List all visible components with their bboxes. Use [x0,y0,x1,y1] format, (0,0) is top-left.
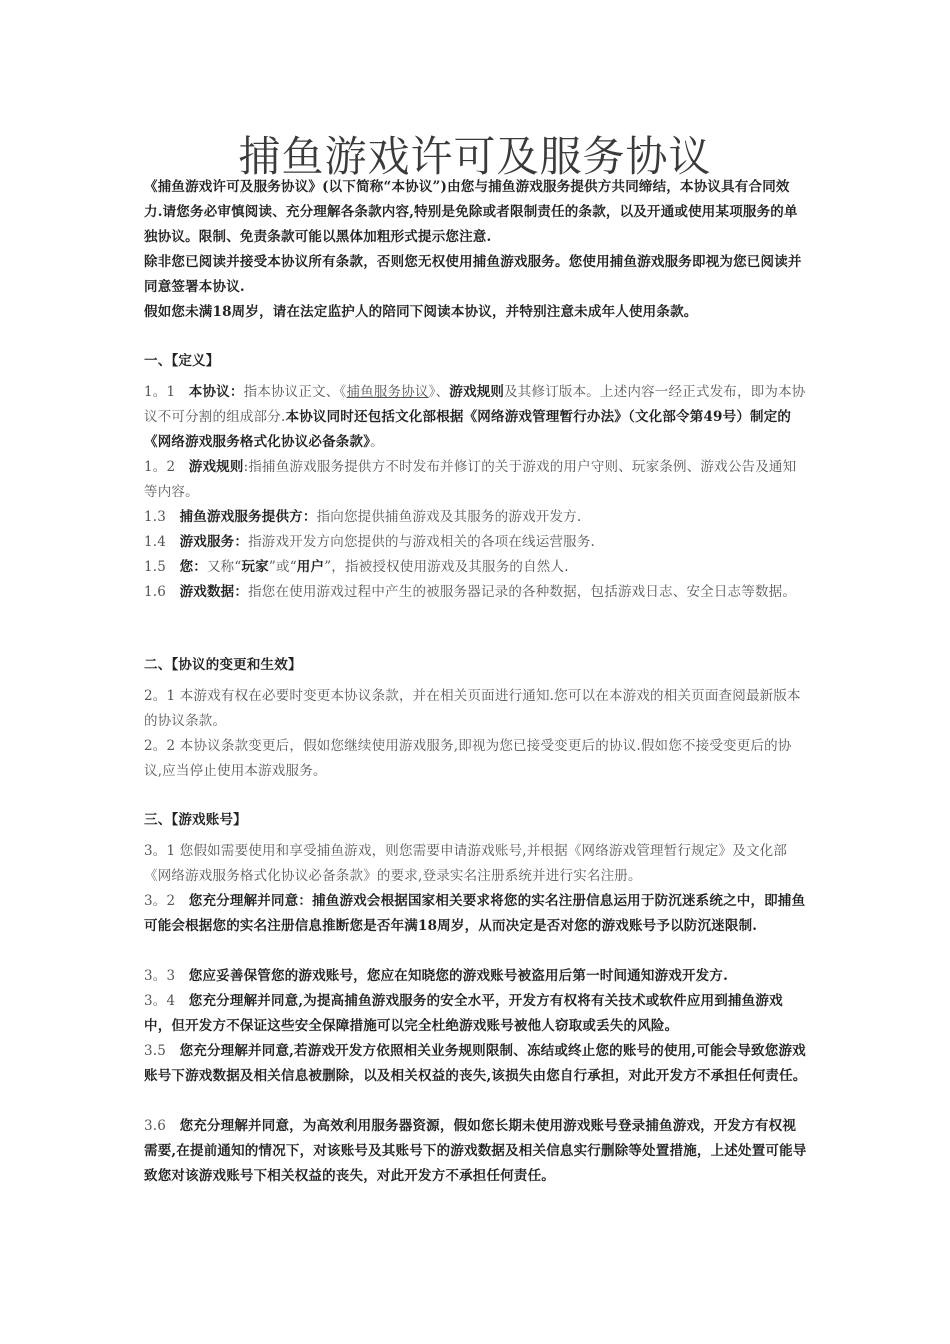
clause-bold-text: 您充分理解并同意，为高效利用服务器资源，假如您长期未使用游戏账号登录捕鱼游戏，开发方有权视需要,在提前通知的情况下，对该账号及其账号下的游戏数据及相关信息实行删除等处置措施，上述处置可能导致您对该游戏账号下相关权益的丧失，对此开发方不承担任何责任。 [144,1118,807,1184]
definition-1-1 [144,380,808,455]
clause-number: 1。1 [144,384,176,400]
section-2-heading: 二、【协议的变更和生效】 [144,657,302,673]
clause-text: :指捕鱼游戏服务提供方不时发布并修订的关于游戏的用户守则、玩家条例、游戏公告及通知等内容。 [144,459,797,500]
clause-bold-text: 您充分理解并同意,若游戏开发方依照相关业务规则限制、冻结或终止您的账号的使用,可能会导致您游戏账号下游戏数据及相关信息被删除，以及相关权益的丧失,该损失由您自行承担，对此开发方不承担任何责任。 [144,1043,807,1084]
clause-text: 又称“ [206,559,242,575]
clause-text: ”或“ [268,559,297,575]
clause-label: 游戏规则 [188,459,244,475]
clause-term: 游戏规则 [449,384,505,400]
clause-text: 指您在使用游戏过程中产生的被服务器记录的各种数据，包括游戏日志、安全日志等数据。 [248,584,797,600]
clause-bold-text: 您充分理解并同意,为提高捕鱼游戏服务的安全水平，开发方有权将有关技术或软件应用到捕鱼游戏中，但开发方不保证这些安全保障措施可以完全杜绝游戏账号被他人窃取或丢失的风险。 [144,993,783,1034]
clause-2-2: 2。2 本协议条款变更后，假如您继续使用游戏服务,即视为您已接受变更后的协议.假如您不接受变更后的协议,应当停止使用本游戏服务。 [144,738,792,779]
clause-text: 》、 [428,384,450,400]
clause-number: 1。2 [144,459,176,475]
section-1-heading: 一、【定义】 [144,353,220,369]
clause-label: 捕鱼游戏服务提供方： [179,509,317,525]
clause-3-1: 3。1 您假如需要使用和享受捕鱼游戏，则您需要申请游戏账号,并根据《网络游戏管理暂行规定》及文化部《网络游戏服务格式化协议必备条款》的要求,登录实名注册系统并进行实名注册。 [144,843,788,884]
intro-paragraph-2: 除非您已阅读并接受本协议所有条款，否则您无权使用捕鱼游戏服务。您使用捕鱼游戏服务即视为您已阅读并同意签署本协议. [144,254,802,295]
clause-3-2 [144,889,808,939]
document-title: 捕鱼游戏许可及服务协议 [238,132,712,181]
service-agreement-link[interactable]: 捕鱼服务协议 [346,384,429,400]
section-3-heading: 三、【游戏账号】 [144,812,247,828]
definition-1-4 [144,530,808,555]
clause-number: 3.5 [144,1043,167,1059]
clause-bold-text: 本协议同时还包括文化部根据《网络游戏管理暂行办法》（文化部令第49号）制定的《网络游戏服务格式化协议必备条款》 [144,409,792,450]
clause-number: 1.6 [144,584,167,600]
clause-3-5 [144,1039,808,1089]
clause-number: 1.3 [144,509,167,525]
clause-term: 玩家 [241,559,269,575]
clause-2-1: 2。1 本游戏有权在必要时变更本协议条款，并在相关页面进行通知.您可以在本游戏的相关页面查阅最新版本的协议条款。 [144,688,801,729]
intro-paragraph-3: 假如您未满18周岁，请在法定监护人的陪同下阅读本协议，并特别注意未成年人使用条款。 [144,304,698,320]
clause-text: ”，指被授权使用游戏及其服务的自然人. [324,559,569,575]
clause-3-4 [144,989,808,1039]
definition-1-2 [144,455,808,505]
clause-text: 指本协议正文、《 [243,384,347,400]
clause-number: 3。2 [144,893,176,909]
clause-number: 3。4 [144,993,176,1009]
clause-3-3 [144,964,808,989]
clause-label: 本协议： [188,384,244,400]
clause-label: 您： [179,559,207,575]
definition-1-5 [144,555,808,580]
clause-term: 用户 [296,559,325,575]
clause-label: 游戏服务： [179,534,249,550]
clause-number: 3。3 [144,968,176,984]
clause-3-6 [144,1114,808,1189]
clause-number: 1.4 [144,534,167,550]
intro-paragraph-1: 《捕鱼游戏许可及服务协议》(以下简称“本协议”)由您与捕鱼游戏服务提供方共同缔结，本协议具有合同效力.请您务必审慎阅读、充分理解各条款内容,特别是免除或者限制责任的条款，以及开通或使用某项服务的单独协议。限制、免责条款可能以黑体加粗形式提示您注意. [144,179,798,245]
clause-text: 指游戏开发方向您提供的与游戏相关的各项在线运营服务. [248,534,596,550]
clause-bold-text: 您充分理解并同意：捕鱼游戏会根据国家相关要求将您的实名注册信息运用于防沉迷系统之中，即捕鱼可能会根据您的实名注册信息推断您是否年满18周岁，从而决定是否对您的游戏账号予以防沉迷限制. [144,893,806,934]
clause-number: 3.6 [144,1118,167,1134]
definition-1-3 [144,505,808,530]
clause-text: 及其修订版本。上述内容一经正式发布，即为本协议不可分割的组成部分. [144,384,806,425]
definition-1-6 [144,580,808,605]
clause-bold-text: 您应妥善保管您的游戏账号，您应在知晓您的游戏账号被盗用后第一时间通知游戏开发方. [188,968,728,984]
clause-number: 1.5 [144,559,167,575]
clause-end: 。 [370,434,384,450]
clause-label: 游戏数据： [179,584,249,600]
clause-text: 指向您提供捕鱼游戏及其服务的游戏开发方. [316,509,582,525]
